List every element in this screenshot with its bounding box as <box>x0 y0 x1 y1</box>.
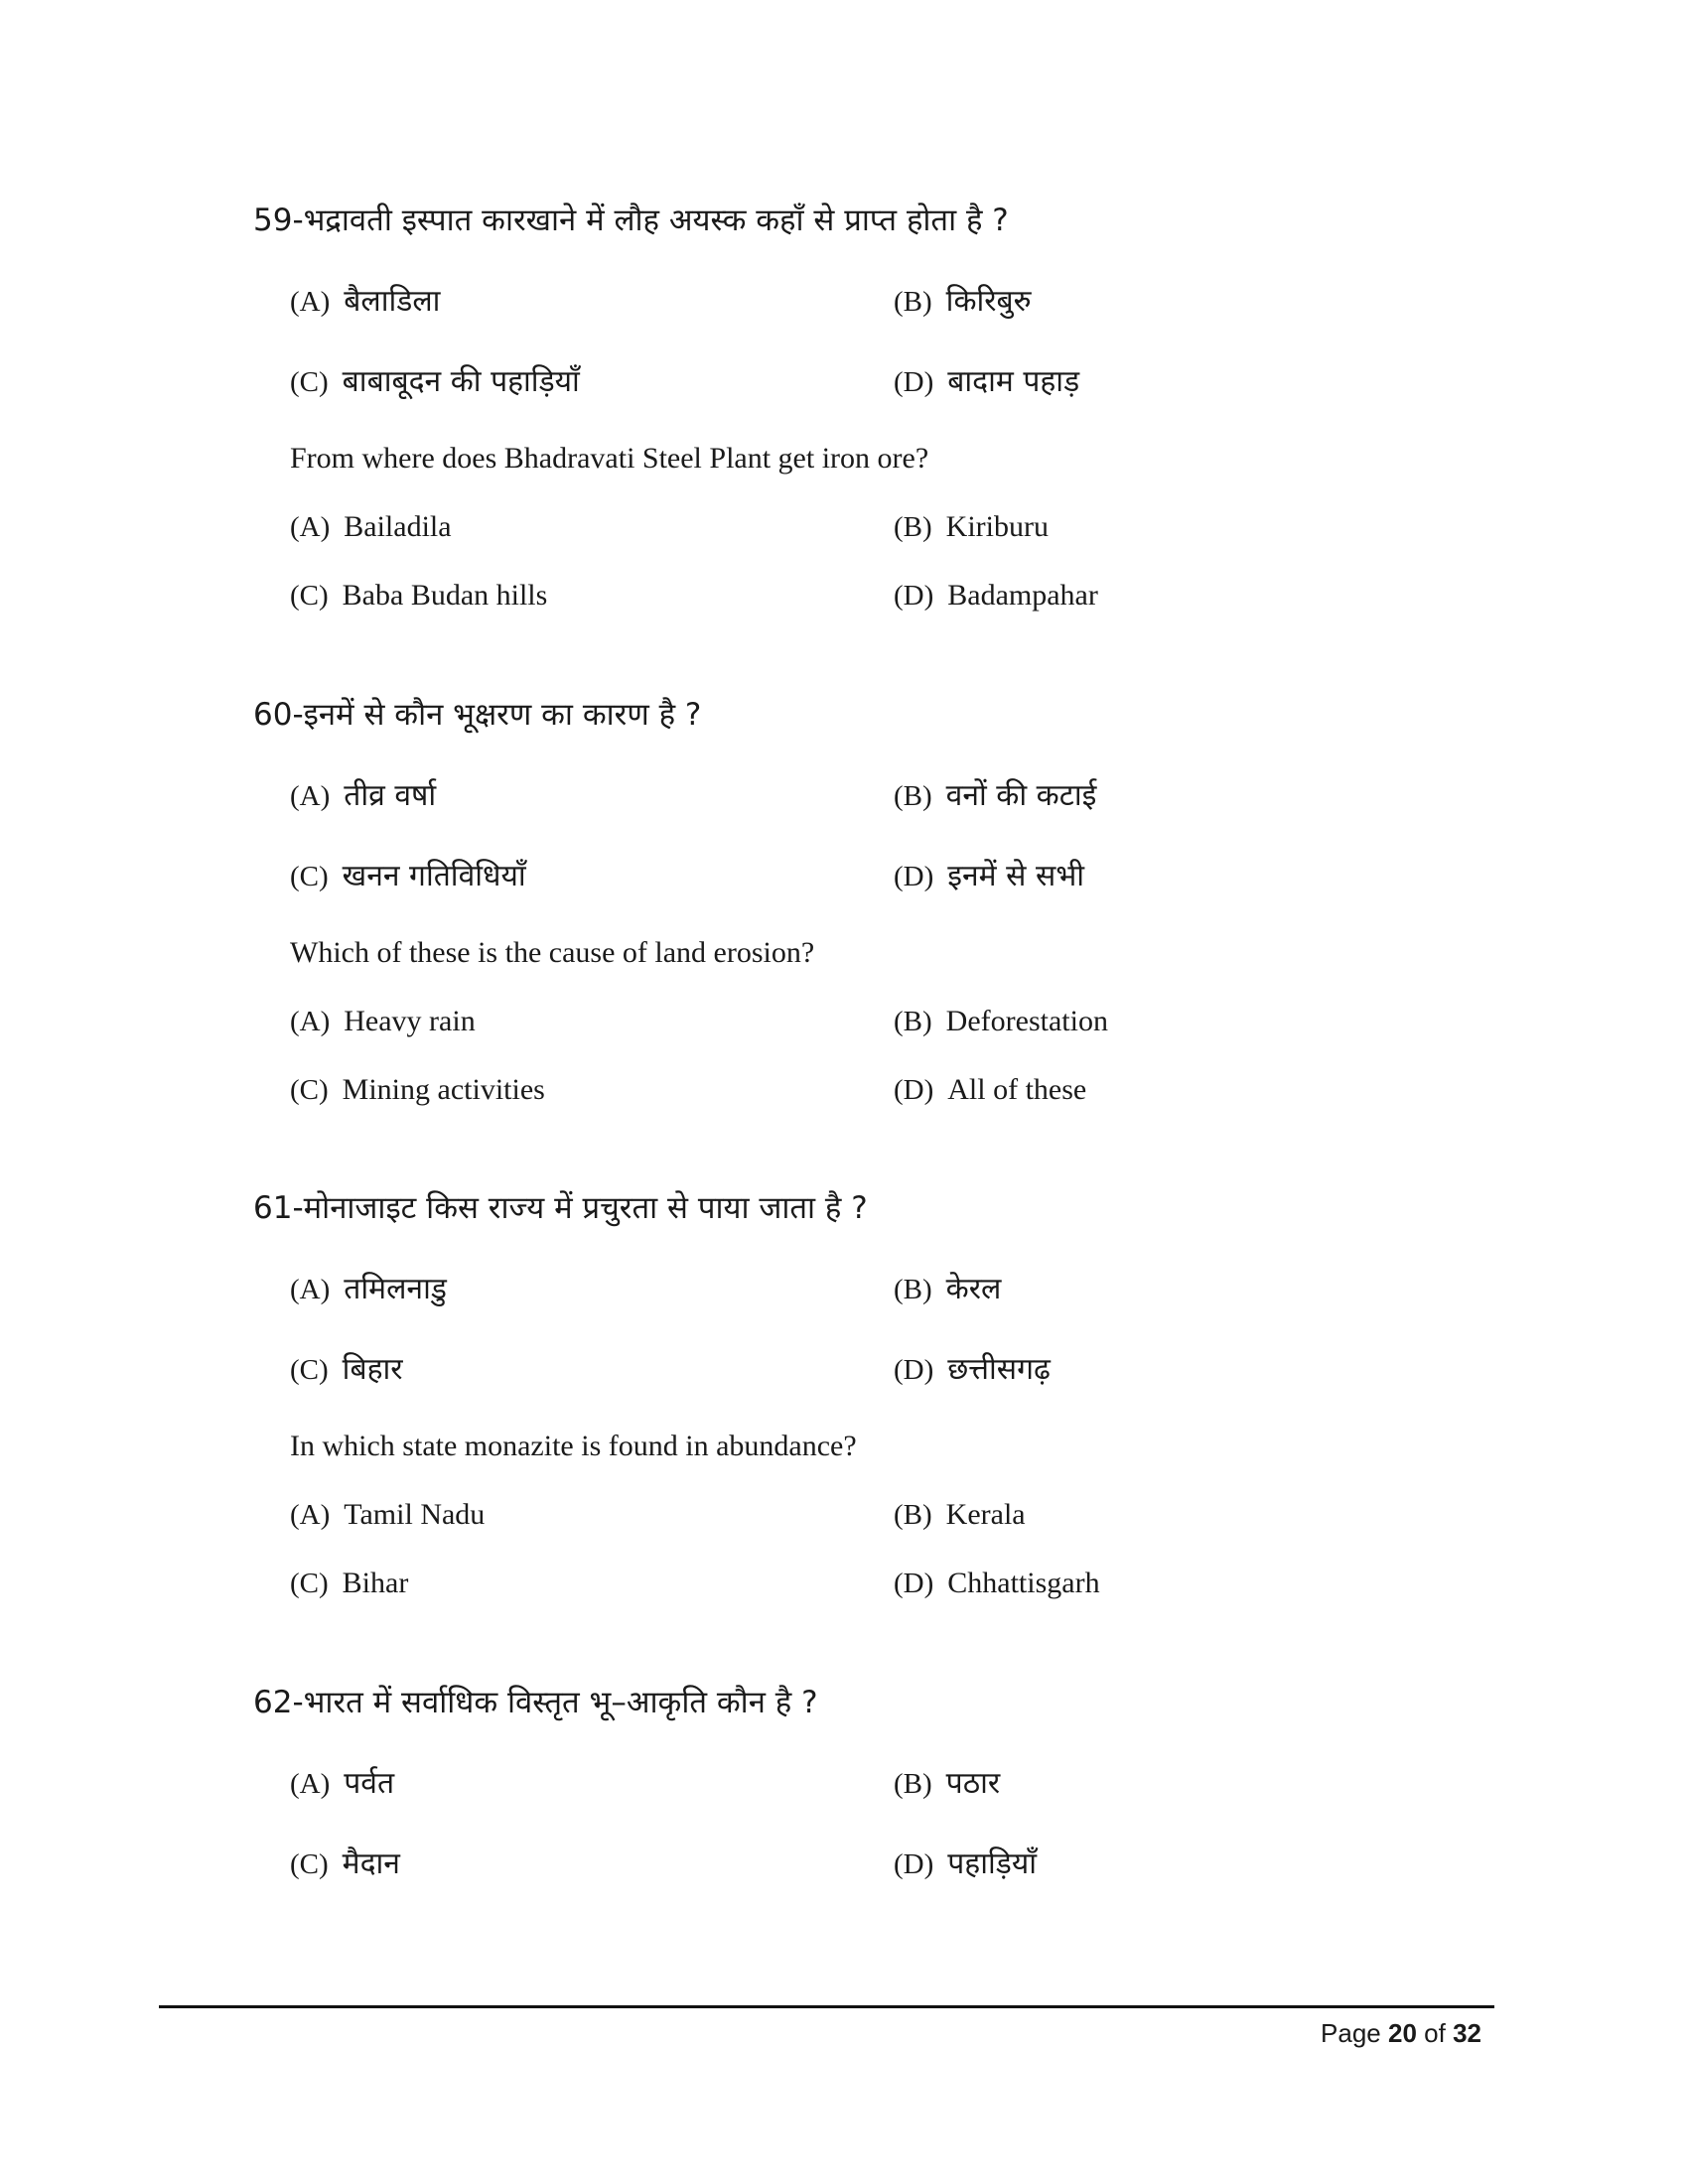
q59-en-option-c: (C) Baba Budan hills <box>290 579 548 612</box>
q60-hi-option-d: (D) इनमें से सभी <box>894 859 1085 893</box>
q61-en-option-a: (A) Tamil Nadu <box>290 1498 486 1531</box>
question-60-hindi: 60-इनमें से कौन भूक्षरण का कारण है ? <box>253 697 702 733</box>
question-61-hindi: 61-मोनाजाइट किस राज्य में प्रचुरता से पाया जाता है ? <box>253 1190 868 1226</box>
q60-en-option-b: (B) Deforestation <box>894 1005 1108 1037</box>
q62-hi-option-d: (D) पहाड़ियाँ <box>894 1846 1037 1881</box>
q62-hi-option-c: (C) मैदान <box>290 1846 400 1881</box>
q61-en-option-c: (C) Bihar <box>290 1567 409 1599</box>
footer-divider <box>159 2005 1494 2008</box>
q60-hi-option-c: (C) खनन गतिविधियाँ <box>290 859 526 893</box>
page-of: of <box>1424 2018 1446 2048</box>
q61-en-option-d: (D) Chhattisgarh <box>894 1567 1100 1599</box>
q62-hi-option-a: (A) पर्वत <box>290 1766 395 1801</box>
q59-hi-option-a: (A) बैलाडिला <box>290 284 441 319</box>
q59-en-option-d: (D) Badampahar <box>894 579 1098 612</box>
current-page: 20 <box>1388 2018 1417 2048</box>
q59-hi-option-b: (B) किरिबुरु <box>894 284 1032 319</box>
q60-hi-option-a: (A) तीव्र वर्षा <box>290 778 437 813</box>
q60-hi-option-b: (B) वनों की कटाई <box>894 778 1097 813</box>
page-number <box>1321 2015 1481 2051</box>
q60-en-option-d: (D) All of these <box>894 1073 1087 1106</box>
question-59-english: From where does Bhadravati Steel Plant get iron ore? <box>290 442 929 475</box>
total-pages: 32 <box>1453 2018 1481 2048</box>
q59-hi-option-d: (D) बादाम पहाड़ <box>894 364 1080 399</box>
page-prefix: Page <box>1321 2018 1381 2048</box>
question-60-english: Which of these is the cause of land erosion? <box>290 936 815 969</box>
q62-hi-option-b: (B) पठार <box>894 1766 1001 1801</box>
q60-en-option-a: (A) Heavy rain <box>290 1005 476 1037</box>
question-59-hindi: 59-भद्रावती इस्पात कारखाने में लौह अयस्क कहाँ से प्राप्त होता है ? <box>253 203 1009 238</box>
q59-en-option-b: (B) Kiriburu <box>894 510 1049 543</box>
q61-hi-option-d: (D) छत्तीसगढ़ <box>894 1352 1051 1387</box>
q61-hi-option-b: (B) केरल <box>894 1272 1002 1306</box>
q59-hi-option-c: (C) बाबाबूदन की पहाड़ियाँ <box>290 364 580 399</box>
question-62-hindi: 62-भारत में सर्वाधिक विस्तृत भू–आकृति कौन है ? <box>253 1685 818 1720</box>
question-61-english: In which state monazite is found in abundance? <box>290 1430 857 1462</box>
q61-en-option-b: (B) Kerala <box>894 1498 1026 1531</box>
q60-en-option-c: (C) Mining activities <box>290 1073 545 1106</box>
q61-hi-option-a: (A) तमिलनाडु <box>290 1272 447 1306</box>
q61-hi-option-c: (C) बिहार <box>290 1352 403 1387</box>
q59-en-option-a: (A) Bailadila <box>290 510 452 543</box>
